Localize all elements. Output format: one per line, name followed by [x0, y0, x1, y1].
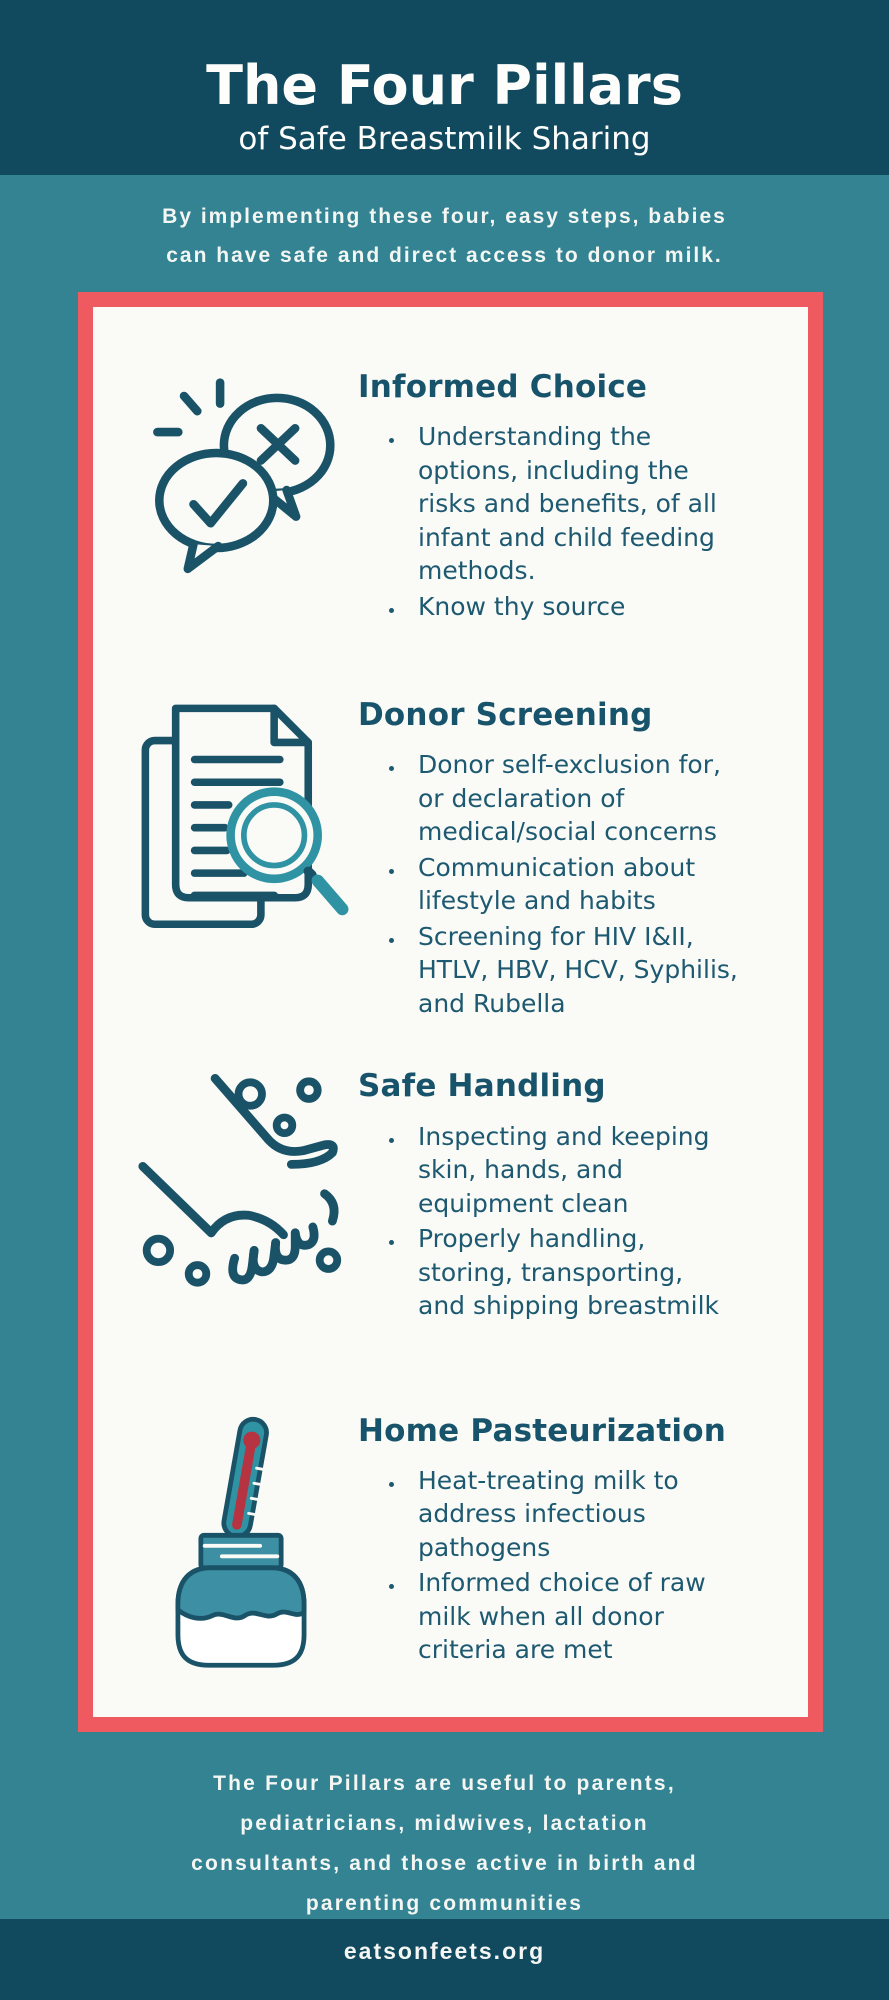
pillar-heading: Donor Screening [358, 697, 653, 734]
intro-text [0, 197, 889, 275]
pillar-heading: Home Pasteurization [358, 1412, 727, 1449]
bullet-item: • Understanding the options, including the risks and benefits, of all infant and child feeding methods. [406, 420, 738, 588]
pillar-bullet-list [358, 420, 778, 623]
outro-text [0, 1764, 889, 1924]
pillar-bullet-list [358, 748, 778, 1020]
bullet-item: • Donor self-exclusion for, or declaration of medical/social concerns [406, 748, 738, 849]
four-pillars-card [78, 292, 823, 1732]
footer-banner [0, 1919, 889, 2000]
document-magnifier-icon [132, 697, 350, 947]
header-banner [0, 0, 889, 175]
bullet-item: • Screening for HIV I&II, HTLV, HBV, HCV, Syphilis, and Rubella [406, 920, 738, 1021]
jar-thermometer-icon [155, 1413, 327, 1671]
speech-bubbles-check-x-icon [146, 369, 336, 574]
pillar-heading: Informed Choice [358, 369, 648, 405]
bullet-item: • Communication about lifestyle and habits [406, 851, 738, 918]
site-url: eatsonfeets.org [343, 1938, 546, 1964]
washing-hands-icon [133, 1068, 348, 1296]
pillar-section-donor-screening [123, 697, 778, 1022]
text-line: The Four Pillars are useful to parents, [213, 1772, 676, 1795]
pillar-section-informed-choice [123, 369, 778, 625]
bullet-item: • Informed choice of raw milk when all donor criteria are met [406, 1566, 738, 1667]
pillar-section-home-pasteurization [123, 1413, 778, 1671]
pillar-bullet-list [358, 1120, 778, 1323]
text-line: By implementing these four, easy steps, babies [162, 205, 727, 228]
bullet-item: • Heat-treating milk to address infectious pathogens [406, 1464, 738, 1565]
text-line: consultants, and those active in birth and [191, 1852, 698, 1875]
card-content [93, 307, 808, 1671]
page-title: The Four Pillars [206, 54, 683, 118]
text-line: can have safe and direct access to donor milk. [166, 244, 723, 267]
bullet-item: • Inspecting and keeping skin, hands, and equipment clean [406, 1120, 738, 1221]
bullet-item: • Properly handling, storing, transporting, and shipping breastmilk [406, 1222, 738, 1323]
text-line: pediatricians, midwives, lactation [240, 1812, 649, 1835]
pillar-section-safe-handling [123, 1068, 778, 1324]
pillar-bullet-list [358, 1464, 778, 1667]
pillar-heading: Safe Handling [358, 1068, 606, 1105]
text-line: parenting communities [305, 1892, 584, 1915]
bullet-item: • Know thy source [406, 590, 738, 624]
page-subtitle: of Safe Breastmilk Sharing [238, 121, 651, 157]
